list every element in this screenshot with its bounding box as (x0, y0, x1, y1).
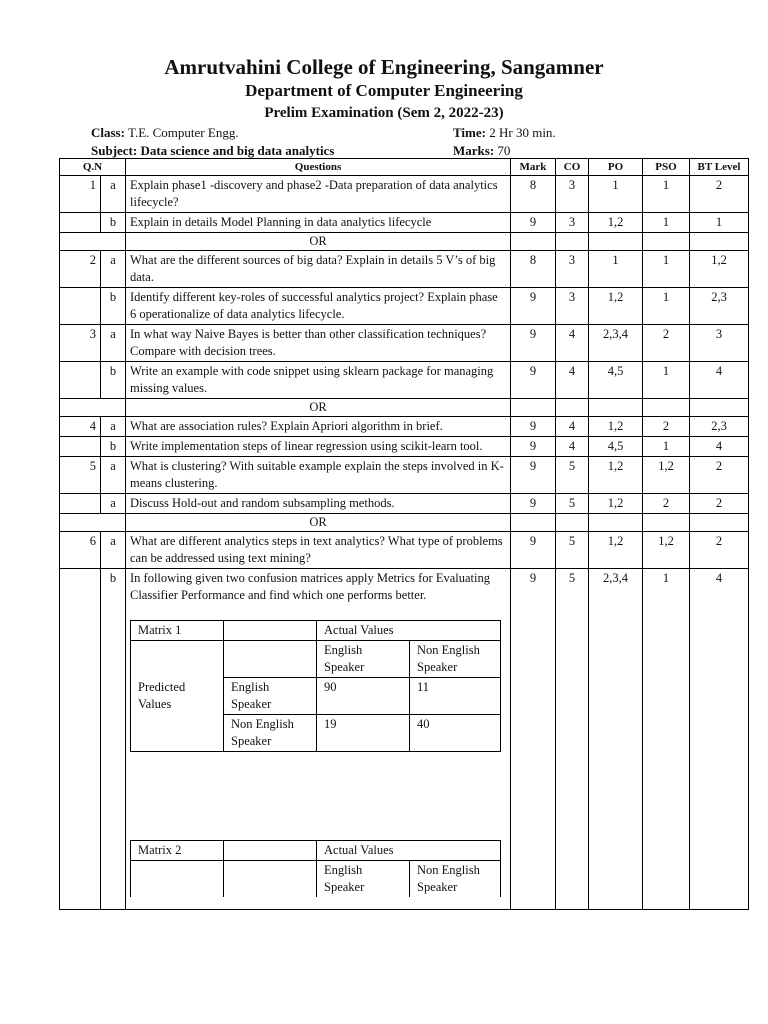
header-co: CO (556, 159, 589, 176)
po-value: 1,2 (589, 417, 643, 437)
mark-value: 9 (511, 532, 556, 569)
actual-values-label: Actual Values (317, 841, 501, 861)
question-text: What is clustering? With suitable example explain the steps involved in K-means clustering. (126, 457, 511, 494)
subject-label: Subject: (91, 143, 138, 158)
question-row (60, 288, 749, 325)
question-number: 2 (60, 251, 101, 288)
row-header: Non English Speaker (224, 715, 317, 752)
department-title: Department of Computer Engineering (245, 81, 523, 100)
question-number: 5 (60, 457, 101, 494)
question-row (60, 437, 749, 457)
time-value: 2 Hr 30 min. (489, 125, 556, 140)
question-number (60, 362, 101, 399)
co-value: 4 (556, 417, 589, 437)
question-text: Write an example with code snippet using sklearn package for managing missing values. (126, 362, 511, 399)
bt-level-value: 2,3 (690, 417, 749, 437)
pso-value: 1 (643, 176, 690, 213)
questions-body (60, 176, 749, 910)
or-separator-row (60, 514, 749, 532)
header-po: PO (589, 159, 643, 176)
po-value: 4,5 (589, 437, 643, 457)
mark-value: 9 (511, 457, 556, 494)
po-value: 1,2 (589, 457, 643, 494)
question-text: Explain in details Model Planning in data analytics lifecycle (126, 213, 511, 233)
question-number: 3 (60, 325, 101, 362)
question-number (60, 437, 101, 457)
bt-level-value: 1,2 (690, 251, 749, 288)
question-text: Explain phase1 -discovery and phase2 -Data preparation of data analytics lifecycle? (126, 176, 511, 213)
question-number: 6 (60, 532, 101, 569)
class-field (91, 125, 239, 141)
mark-value: 9 (511, 325, 556, 362)
header-pso: PSO (643, 159, 690, 176)
class-value: T.E. Computer Engg. (127, 125, 239, 140)
pso-value: 1 (643, 251, 690, 288)
co-value: 3 (556, 213, 589, 233)
col-header: Non English Speaker (410, 861, 501, 898)
header-mark: Mark (511, 159, 556, 176)
question-text: In following given two confusion matrices apply Metrics for Evaluating Classifier Performance and find which one performs better. (130, 571, 490, 602)
marks-value: 70 (497, 143, 511, 158)
pso-value: 1 (643, 362, 690, 399)
mark-value: 9 (511, 494, 556, 514)
question-number (60, 213, 101, 233)
sub-question-label: b (101, 362, 126, 399)
header-questions: Questions (126, 159, 511, 176)
confusion-matrix-2 (130, 840, 501, 897)
question-text: Write implementation steps of linear regression using scikit-learn tool. (126, 437, 511, 457)
po-value: 4,5 (589, 362, 643, 399)
predicted-values-label: Predicted Values (131, 641, 224, 752)
question-row (60, 325, 749, 362)
question-row (60, 457, 749, 494)
bt-level-value: 4 (690, 437, 749, 457)
or-separator-row (60, 399, 749, 417)
question-number: 1 (60, 176, 101, 213)
sub-question-label: b (101, 437, 126, 457)
pso-value: 2 (643, 325, 690, 362)
mark-value: 9 (511, 213, 556, 233)
matrix-title: Matrix 2 (131, 841, 224, 861)
question-row (60, 213, 749, 233)
pso-value: 2 (643, 417, 690, 437)
marks-field (453, 143, 510, 159)
question-text: What are different analytics steps in text analytics? What type of problems can be addressed using text mining? (126, 532, 511, 569)
pso-value: 1 (643, 288, 690, 325)
mark-value: 9 (511, 288, 556, 325)
matrix-cell: 40 (410, 715, 501, 752)
po-value: 1,2 (589, 532, 643, 569)
class-label: Class: (91, 125, 125, 140)
sub-question-label: a (101, 417, 126, 437)
question-row-q6b (60, 569, 749, 910)
sub-question-label: a (101, 457, 126, 494)
matrix-cell: 90 (317, 678, 410, 715)
bt-level-value: 2 (690, 457, 749, 494)
bt-level-value: 2 (690, 532, 749, 569)
or-label: OR (126, 514, 511, 532)
subject-field (91, 143, 334, 159)
po-value: 1,2 (589, 288, 643, 325)
po-value: 1,2 (589, 213, 643, 233)
questions-table (59, 158, 749, 910)
co-value: 4 (556, 325, 589, 362)
matrix-cell: 11 (410, 678, 501, 715)
question-text: Identify different key-roles of successful analytics project? Explain phase 6 operationalize of data analytics lifecycle. (126, 288, 511, 325)
pso-value: 1 (643, 213, 690, 233)
pso-value: 1 (643, 569, 690, 910)
sub-question-label: b (101, 213, 126, 233)
marks-label: Marks: (453, 143, 495, 158)
co-value: 5 (556, 569, 589, 910)
question-text: What are association rules? Explain Apriori algorithm in brief. (126, 417, 511, 437)
or-separator-row (60, 233, 749, 251)
question-row (60, 417, 749, 437)
bt-level-value: 1 (690, 213, 749, 233)
question-number (60, 288, 101, 325)
confusion-matrix-1 (130, 620, 501, 752)
mark-value: 9 (511, 417, 556, 437)
co-value: 3 (556, 288, 589, 325)
pso-value: 1,2 (643, 532, 690, 569)
subject-value: Data science and big data analytics (140, 143, 335, 158)
matrix-cell: 19 (317, 715, 410, 752)
college-title: Amrutvahini College of Engineering, Sangamner (164, 55, 604, 79)
question-row (60, 362, 749, 399)
bt-level-value: 4 (690, 362, 749, 399)
bt-level-value: 2 (690, 494, 749, 514)
time-field (453, 125, 556, 141)
header-qn: Q.N (60, 159, 126, 176)
question-number (60, 494, 101, 514)
co-value: 3 (556, 176, 589, 213)
mark-value: 9 (511, 437, 556, 457)
co-value: 3 (556, 251, 589, 288)
bt-level-value: 3 (690, 325, 749, 362)
sub-question-label: a (101, 176, 126, 213)
time-label: Time: (453, 125, 486, 140)
pso-value: 2 (643, 494, 690, 514)
pso-value: 1,2 (643, 457, 690, 494)
sub-question-label: a (101, 494, 126, 514)
co-value: 5 (556, 494, 589, 514)
bt-level-value: 4 (690, 569, 749, 910)
question-number (60, 569, 101, 910)
question-row (60, 532, 749, 569)
po-value: 2,3,4 (589, 325, 643, 362)
co-value: 4 (556, 362, 589, 399)
or-label: OR (126, 233, 511, 251)
po-value: 1 (589, 251, 643, 288)
col-header: Non English Speaker (410, 641, 501, 678)
row-header: English Speaker (224, 678, 317, 715)
question-number: 4 (60, 417, 101, 437)
matrix-title: Matrix 1 (131, 621, 224, 641)
col-header: English Speaker (317, 861, 410, 898)
pso-value: 1 (643, 437, 690, 457)
sub-question-label: a (101, 251, 126, 288)
col-header: English Speaker (317, 641, 410, 678)
question-text: What are the different sources of big data? Explain in details 5 V’s of big data. (126, 251, 511, 288)
or-label: OR (126, 399, 511, 417)
co-value: 5 (556, 457, 589, 494)
header-bt-level: BT Level (690, 159, 749, 176)
mark-value: 8 (511, 251, 556, 288)
actual-values-label: Actual Values (317, 621, 501, 641)
question-row (60, 494, 749, 514)
mark-value: 9 (511, 362, 556, 399)
sub-question-label: a (101, 325, 126, 362)
exam-title: Prelim Examination (Sem 2, 2022-23) (264, 105, 504, 121)
question-text: Discuss Hold-out and random subsampling methods. (126, 494, 511, 514)
co-value: 4 (556, 437, 589, 457)
question-text: In what way Naive Bayes is better than other classification techniques? Compare with decision trees. (126, 325, 511, 362)
question-row (60, 251, 749, 288)
question-cell (126, 569, 511, 910)
mark-value: 9 (511, 569, 556, 910)
po-value: 1 (589, 176, 643, 213)
mark-value: 8 (511, 176, 556, 213)
co-value: 5 (556, 532, 589, 569)
po-value: 2,3,4 (589, 569, 643, 910)
sub-question-label: b (101, 288, 126, 325)
table-header-row (60, 159, 749, 176)
bt-level-value: 2,3 (690, 288, 749, 325)
sub-question-label: b (101, 569, 126, 910)
po-value: 1,2 (589, 494, 643, 514)
question-row (60, 176, 749, 213)
sub-question-label: a (101, 532, 126, 569)
bt-level-value: 2 (690, 176, 749, 213)
